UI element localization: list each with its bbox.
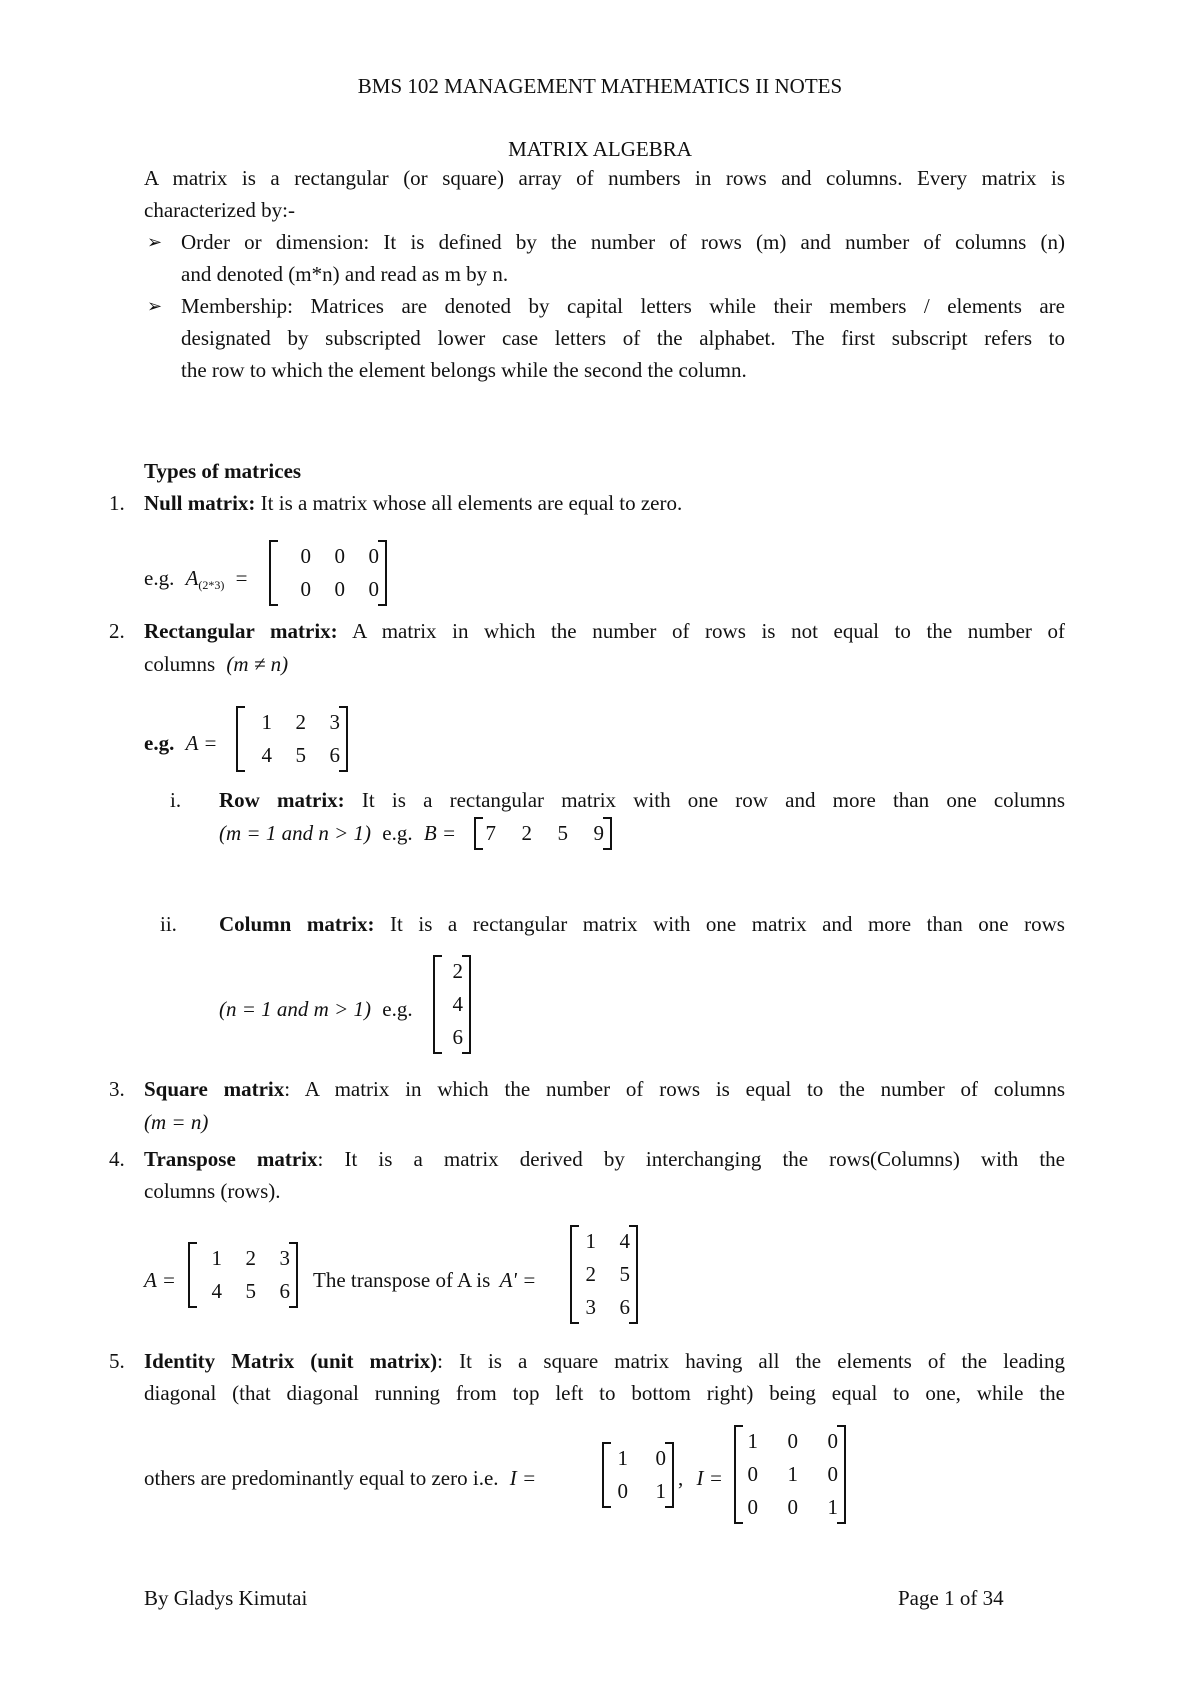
item-number: 1. xyxy=(109,491,125,515)
cell: 3 xyxy=(585,1295,596,1319)
transpose-source-matrix xyxy=(188,1242,298,1308)
null-matrix-example-label xyxy=(144,562,248,597)
row-matrix-text: It is a rectangular matrix with one row and more than one columns xyxy=(344,788,1065,812)
cell: 0 xyxy=(368,577,379,601)
transpose-matrix-text: : It is a matrix derived by interchanging the rows(Columns) with the xyxy=(317,1147,1066,1171)
cell: 2 xyxy=(521,821,532,845)
cell: 1 xyxy=(787,1462,798,1486)
square-matrix-line-1 xyxy=(144,1073,1065,1105)
rect-matrix-condition: (m ≠ n) xyxy=(226,652,289,676)
cell: 0 xyxy=(827,1429,838,1453)
null-matrix-example xyxy=(269,540,387,606)
column-matrix-title: Column matrix: xyxy=(219,912,375,936)
cell: 1 xyxy=(617,1446,628,1470)
cell: 4 xyxy=(211,1279,222,1303)
identity-matrix-line-2: diagonal (that diagonal running from top left to bottom right) being equal to one, while the xyxy=(144,1381,1065,1405)
footer-author: By Gladys Kimutai xyxy=(144,1586,308,1610)
identity-matrix-text: : It is a square matrix having all the elements of the leading xyxy=(437,1349,1065,1373)
cell: 1 xyxy=(585,1229,596,1253)
bullet-membership-line-3: the row to which the element belongs while the second the column. xyxy=(181,358,747,382)
identity-matrix-title: Identity Matrix (unit matrix) xyxy=(144,1349,438,1373)
identity-matrix-line-3 xyxy=(144,1462,536,1494)
cell: 3 xyxy=(329,710,340,734)
eg-label: e.g. xyxy=(382,821,413,845)
cell: 0 xyxy=(300,577,311,601)
cell: 9 xyxy=(593,821,604,845)
cell: 7 xyxy=(485,821,496,845)
types-heading: Types of matrices xyxy=(144,459,302,483)
equals-sign: = xyxy=(235,566,248,590)
cell: 1 xyxy=(261,710,272,734)
transpose-matrix-title: Transpose matrix xyxy=(144,1147,318,1171)
cell: 0 xyxy=(334,577,345,601)
identity-matrix-2x2 xyxy=(602,1442,674,1508)
column-matrix-line-1 xyxy=(219,908,1065,940)
transpose-matrix-line-2: columns (rows). xyxy=(144,1179,281,1203)
rect-matrix-title: Rectangular matrix: xyxy=(144,619,338,643)
cell: 5 xyxy=(557,821,568,845)
null-matrix-definition xyxy=(144,487,682,519)
cell: 5 xyxy=(619,1262,630,1286)
comma: , xyxy=(678,1466,684,1490)
intro-line-2: characterized by:- xyxy=(144,198,295,222)
eg-label: e.g. xyxy=(144,731,175,755)
sub-item-number: ii. xyxy=(160,912,177,936)
column-matrix-example xyxy=(433,955,471,1054)
transpose-label: The transpose of A is xyxy=(313,1268,491,1292)
cell: 6 xyxy=(452,1025,463,1049)
rect-matrix-line-1 xyxy=(144,615,1065,647)
transpose-matrix-name: A' = xyxy=(499,1268,537,1292)
rect-matrix-example-label xyxy=(144,727,217,759)
identity-matrix-3x3 xyxy=(734,1425,846,1524)
row-matrix-line-2 xyxy=(219,817,456,849)
square-matrix-text: : A matrix in which the number of rows is equal to the number of columns xyxy=(284,1077,1065,1101)
document-header: BMS 102 MANAGEMENT MATHEMATICS II NOTES xyxy=(357,74,843,98)
row-matrix-line-1 xyxy=(219,784,1065,816)
cell: 1 xyxy=(747,1429,758,1453)
matrix-subscript: (2*3) xyxy=(198,578,225,592)
cell: 0 xyxy=(334,544,345,568)
row-matrix-example xyxy=(474,817,612,850)
cell: 6 xyxy=(329,743,340,767)
item-number: 2. xyxy=(109,619,125,643)
eg-label: e.g. xyxy=(144,566,175,590)
column-matrix-text: It is a rectangular matrix with one matrix and more than one rows xyxy=(374,912,1065,936)
eg-label: e.g. xyxy=(382,997,413,1021)
cell: 4 xyxy=(619,1229,630,1253)
matrix-name: I = xyxy=(696,1466,723,1490)
cell: 1 xyxy=(655,1479,666,1503)
square-matrix-title: Square matrix xyxy=(144,1077,285,1101)
matrix-name: I = xyxy=(509,1466,537,1490)
bullet-order-line-2: and denoted (m*n) and read as m by n. xyxy=(181,262,509,286)
cell: 2 xyxy=(295,710,306,734)
cell: 0 xyxy=(655,1446,666,1470)
sub-item-number: i. xyxy=(170,788,182,812)
identity-matrix-line-1 xyxy=(144,1345,1065,1377)
cell: 3 xyxy=(279,1246,290,1270)
column-matrix-condition: (n = 1 and m > 1) xyxy=(219,997,371,1021)
transpose-matrix-line-1 xyxy=(144,1143,1065,1175)
intro-line-1: A matrix is a rectangular (or square) array of numbers in rows and columns. Every matrix is xyxy=(144,166,1065,190)
cell: 0 xyxy=(747,1462,758,1486)
cell: 1 xyxy=(211,1246,222,1270)
section-title: MATRIX ALGEBRA xyxy=(508,137,692,161)
cell: 6 xyxy=(279,1279,290,1303)
column-matrix-line-2 xyxy=(219,993,413,1025)
cell: 2 xyxy=(452,959,463,983)
null-matrix-text: It is a matrix whose all elements are equal to zero. xyxy=(255,491,683,515)
cell: 0 xyxy=(787,1429,798,1453)
matrix-name: A xyxy=(185,566,199,590)
matrix-name: A = xyxy=(144,1268,176,1292)
rect-matrix-text: A matrix in which the number of rows is not equal to the number of xyxy=(337,619,1065,643)
row-matrix-condition: (m = 1 and n > 1) xyxy=(219,821,371,845)
cell: 0 xyxy=(617,1479,628,1503)
rect-matrix-line-2 xyxy=(144,648,288,680)
rect-matrix-example xyxy=(236,706,348,772)
null-matrix-title: Null matrix: xyxy=(144,491,256,515)
item-number: 3. xyxy=(109,1077,125,1101)
row-matrix-title: Row matrix: xyxy=(219,788,345,812)
cell: 6 xyxy=(619,1295,630,1319)
rect-matrix-text-2: columns xyxy=(144,652,216,676)
cell: 2 xyxy=(585,1262,596,1286)
matrix-name: A = xyxy=(185,731,218,755)
cell: 1 xyxy=(827,1495,838,1519)
cell: 5 xyxy=(245,1279,256,1303)
cell: 0 xyxy=(787,1495,798,1519)
transpose-label-row xyxy=(313,1264,536,1296)
item-number: 4. xyxy=(109,1147,125,1171)
cell: 0 xyxy=(827,1462,838,1486)
bullet-arrow-icon: ➢ xyxy=(147,232,163,252)
identity-matrix-text-3: others are predominantly equal to zero i.e. xyxy=(144,1466,499,1490)
bullet-membership-line-1: Membership: Matrices are denoted by capital letters while their members / elements are xyxy=(181,294,1065,318)
cell: 5 xyxy=(295,743,306,767)
identity-separator xyxy=(678,1462,723,1494)
square-matrix-condition: (m = n) xyxy=(144,1110,209,1134)
bullet-membership-line-2: designated by subscripted lower case letters of the alphabet. The first subscript refers to xyxy=(181,326,1065,350)
cell: 0 xyxy=(747,1495,758,1519)
bullet-arrow-icon: ➢ xyxy=(147,296,163,316)
footer-page-number: Page 1 of 34 xyxy=(898,1586,1004,1610)
cell: 4 xyxy=(261,743,272,767)
item-number: 5. xyxy=(109,1349,125,1373)
bullet-order-line-1: Order or dimension: It is defined by the number of rows (m) and number of columns (n) xyxy=(181,230,1065,254)
cell: 0 xyxy=(300,544,311,568)
cell: 0 xyxy=(368,544,379,568)
transpose-result-matrix xyxy=(570,1225,638,1324)
matrix-name: B = xyxy=(423,821,457,845)
cell: 4 xyxy=(452,992,463,1016)
cell: 2 xyxy=(245,1246,256,1270)
